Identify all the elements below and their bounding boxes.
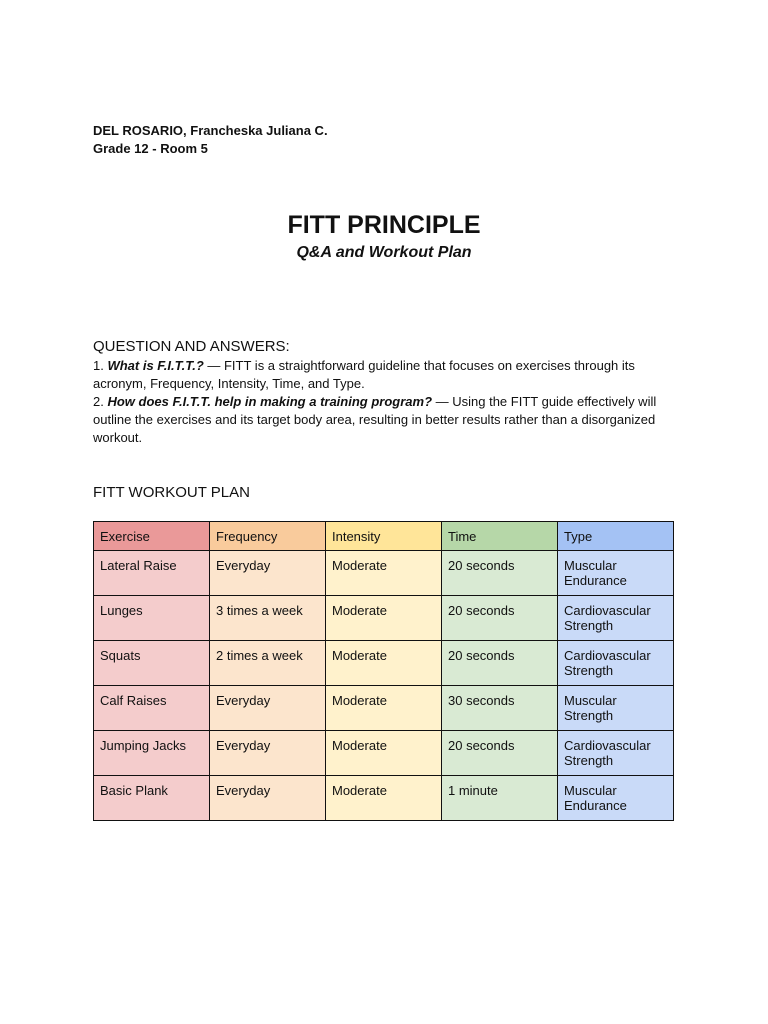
cell-exercise: Calf Raises bbox=[94, 686, 210, 731]
cell-exercise: Jumping Jacks bbox=[94, 731, 210, 776]
cell-exercise: Lateral Raise bbox=[94, 551, 210, 596]
cell-intensity: Moderate bbox=[326, 776, 442, 821]
grade-room: Grade 12 - Room 5 bbox=[93, 141, 208, 156]
table-row bbox=[94, 731, 674, 776]
cell-time: 20 seconds bbox=[442, 551, 558, 596]
cell-exercise: Lunges bbox=[94, 596, 210, 641]
cell-frequency: 3 times a week bbox=[210, 596, 326, 641]
cell-type: Cardiovascular Strength bbox=[558, 641, 674, 686]
cell-time: 30 seconds bbox=[442, 686, 558, 731]
cell-frequency: Everyday bbox=[210, 551, 326, 596]
column-header-intensity: Intensity bbox=[326, 522, 442, 551]
cell-type: Cardiovascular Strength bbox=[558, 731, 674, 776]
plan-heading: FITT WORKOUT PLAN bbox=[93, 484, 250, 501]
table-row bbox=[94, 596, 674, 641]
column-header-frequency: Frequency bbox=[210, 522, 326, 551]
table-row bbox=[94, 776, 674, 821]
workout-plan-table bbox=[93, 521, 674, 821]
cell-frequency: Everyday bbox=[210, 686, 326, 731]
table-header-row bbox=[94, 522, 674, 551]
qa-section bbox=[93, 337, 683, 447]
cell-exercise: Basic Plank bbox=[94, 776, 210, 821]
qa-number: 1. bbox=[93, 358, 104, 373]
cell-frequency: 2 times a week bbox=[210, 641, 326, 686]
cell-frequency: Everyday bbox=[210, 731, 326, 776]
qa-answer: — Using the FITT guide effectively will outline the exercises and its target body area, resulting in better results rather than a disorganized workout. bbox=[93, 394, 657, 445]
qa-answer: — FITT is a straightforward guideline that focuses on exercises through its acronym, Frequency, Intensity, Time, and Type. bbox=[93, 358, 635, 391]
cell-type: Muscular Strength bbox=[558, 686, 674, 731]
cell-intensity: Moderate bbox=[326, 686, 442, 731]
table-row bbox=[94, 551, 674, 596]
table-row bbox=[94, 686, 674, 731]
cell-intensity: Moderate bbox=[326, 551, 442, 596]
cell-frequency: Everyday bbox=[210, 776, 326, 821]
cell-intensity: Moderate bbox=[326, 641, 442, 686]
qa-number: 2. bbox=[93, 394, 104, 409]
column-header-exercise: Exercise bbox=[94, 522, 210, 551]
cell-intensity: Moderate bbox=[326, 731, 442, 776]
title-block bbox=[0, 208, 768, 264]
column-header-time: Time bbox=[442, 522, 558, 551]
cell-time: 20 seconds bbox=[442, 731, 558, 776]
cell-time: 20 seconds bbox=[442, 641, 558, 686]
qa-heading: QUESTION AND ANSWERS: bbox=[93, 338, 290, 355]
cell-exercise: Squats bbox=[94, 641, 210, 686]
page-title: FITT PRINCIPLE bbox=[287, 211, 481, 239]
qa-question: How does F.I.T.T. help in making a training program? bbox=[107, 394, 433, 409]
qa-item bbox=[93, 393, 683, 447]
cell-type: Muscular Endurance bbox=[558, 551, 674, 596]
cell-intensity: Moderate bbox=[326, 596, 442, 641]
cell-type: Muscular Endurance bbox=[558, 776, 674, 821]
table-row bbox=[94, 641, 674, 686]
qa-item bbox=[93, 357, 683, 393]
cell-time: 1 minute bbox=[442, 776, 558, 821]
student-name: DEL ROSARIO, Francheska Juliana C. bbox=[93, 123, 328, 138]
student-info bbox=[93, 122, 328, 158]
qa-question: What is F.I.T.T.? bbox=[107, 358, 204, 373]
page-subtitle: Q&A and Workout Plan bbox=[296, 244, 472, 261]
column-header-type: Type bbox=[558, 522, 674, 551]
cell-type: Cardiovascular Strength bbox=[558, 596, 674, 641]
cell-time: 20 seconds bbox=[442, 596, 558, 641]
